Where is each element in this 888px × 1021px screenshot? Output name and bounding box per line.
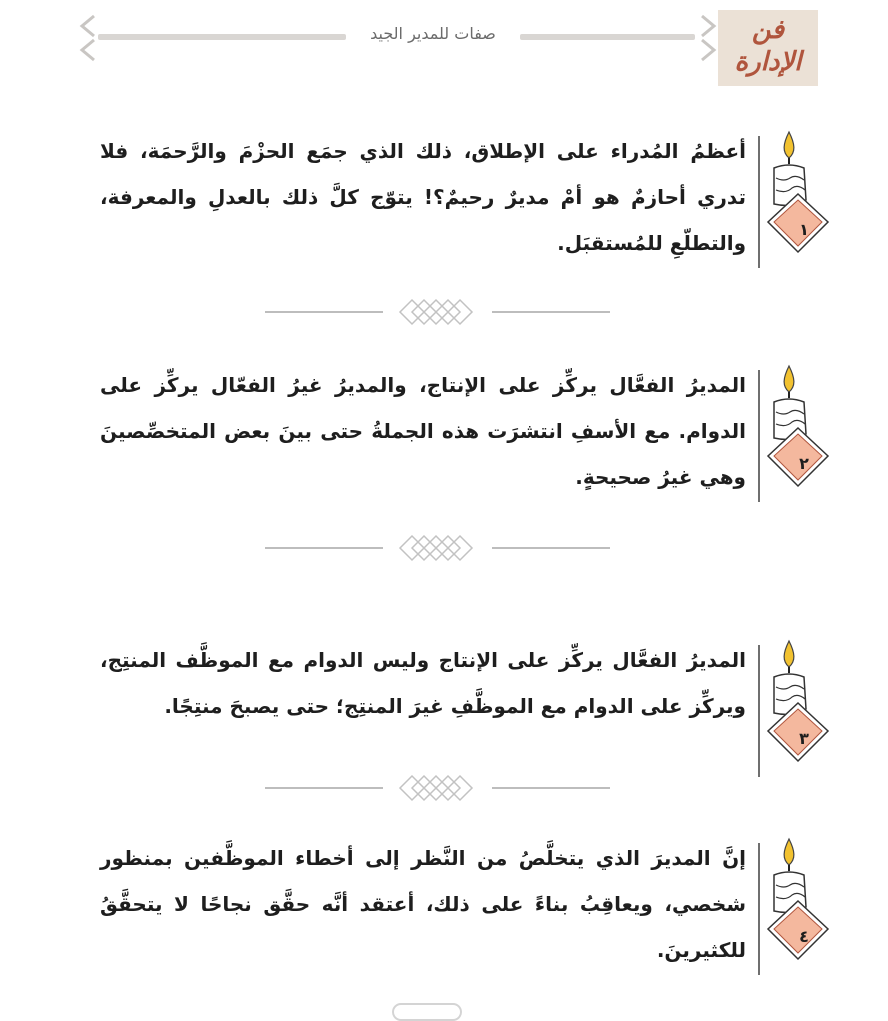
- divider-line: [492, 311, 610, 313]
- tip-divider-line: [758, 843, 760, 975]
- candle-icon: [762, 128, 832, 288]
- tip-divider-line: [758, 645, 760, 777]
- tip-number: ٢: [799, 454, 809, 473]
- lattice-ornament-icon: [396, 298, 476, 326]
- tip-text: المديرُ الفعَّال يركِّز على الإنتاج، والمديرُ غيرُ الفعّال يركِّز على الدوام. مع الأسفِ انتشرَت هذه الجملةُ حتى بينَ بعض المتخصِّصينَ وهي غيرُ صحيحةٍ.: [100, 373, 746, 489]
- logo: [718, 10, 818, 86]
- lattice-ornament-icon: [396, 534, 476, 562]
- chevron-ornament-icon: [78, 14, 98, 62]
- candle-icon: [762, 362, 832, 522]
- tip-number: ١: [799, 220, 809, 239]
- lattice-ornament-icon: [396, 774, 476, 802]
- page-header: [0, 0, 888, 90]
- header-title: صفات للمدير الجيد: [370, 24, 496, 43]
- divider-line: [492, 787, 610, 789]
- header-rule: [98, 34, 346, 40]
- tip-item: [90, 637, 830, 797]
- tip-text: أعظمُ المُدراء على الإطلاق، ذلك الذي جمَع الحزْمَ والرَّحمَة، فلا تدري أحازمٌ هو أمْ مديرٌ رحيمٌ؟! يتوّج كلَّ ذلك بالعدلِ والمعرفة، والتطلّعِ للمُستقبَل.: [100, 139, 746, 255]
- candle-icon: [762, 835, 832, 995]
- tip-item: [90, 128, 830, 288]
- section-divider: [265, 298, 610, 326]
- tip-number: ٣: [799, 729, 809, 748]
- divider-line: [265, 547, 383, 549]
- tip-divider-line: [758, 370, 760, 502]
- tip-number: ٤: [799, 927, 809, 946]
- logo-text: فن الإدارة: [734, 15, 802, 77]
- section-divider: [265, 774, 610, 802]
- tip-divider-line: [758, 136, 760, 268]
- chevron-ornament-icon: [698, 14, 718, 62]
- tip-item: [90, 835, 830, 995]
- page-indicator-tab: [392, 1003, 462, 1021]
- tip-item: [90, 362, 830, 522]
- section-divider: [265, 534, 610, 562]
- divider-line: [265, 787, 383, 789]
- divider-line: [265, 311, 383, 313]
- header-rule: [520, 34, 695, 40]
- divider-line: [492, 547, 610, 549]
- tip-text: المديرُ الفعَّال يركِّز على الإنتاج وليس الدوام مع الموظَّف المنتِج، ويركِّز على الدوام مع الموظَّفِ غيرَ المنتِج؛ حتى يصبحَ منتِجًا.: [100, 648, 746, 718]
- candle-icon: [762, 637, 832, 797]
- tip-text: إنَّ المديرَ الذي يتخلَّصُ من النَّظر إلى أخطاء الموظَّفين بمنظور شخصي، ويعاقِبُ بناءً على ذلك، أعتقد أنَّه حقَّق نجاحًا لا يتحقَّقُ للكثيرينَ.: [100, 846, 746, 962]
